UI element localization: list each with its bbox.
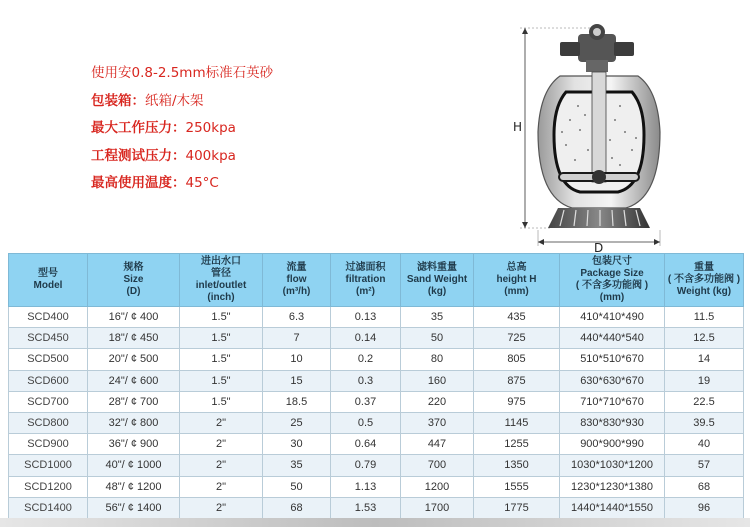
column-header — [88, 254, 180, 307]
table-cell: 6.3 — [263, 307, 331, 328]
header-line: (mm) — [599, 292, 625, 303]
spec-label: 工程测试压力： — [91, 147, 186, 164]
header-line: 规格 — [123, 262, 144, 273]
table-row — [9, 307, 744, 328]
table-body — [9, 307, 744, 519]
table-row — [9, 391, 744, 412]
table-header-row — [9, 254, 744, 307]
table-cell: 40"/ ¢ 1000 — [88, 455, 180, 476]
table-cell: 1555 — [474, 476, 560, 497]
column-header — [331, 254, 401, 307]
table-cell: 35 — [401, 307, 474, 328]
table-cell: 830*830*930 — [560, 412, 665, 433]
table-cell: 2" — [180, 412, 263, 433]
table-cell: 0.13 — [331, 307, 401, 328]
table-cell: 16"/ ¢ 400 — [88, 307, 180, 328]
spec-max-temp — [91, 170, 273, 198]
header-line: Size — [123, 274, 144, 285]
column-header — [180, 254, 263, 307]
table-row — [9, 434, 744, 455]
bottom-bar — [0, 518, 750, 527]
table-cell: 2" — [180, 455, 263, 476]
table-cell: 22.5 — [665, 391, 744, 412]
table-cell: 1.5" — [180, 328, 263, 349]
spec-max-pressure — [91, 115, 273, 143]
column-header — [263, 254, 331, 307]
table-cell: SCD900 — [9, 434, 88, 455]
table-cell: 1145 — [474, 412, 560, 433]
table-cell: 630*630*670 — [560, 370, 665, 391]
table-cell: 14 — [665, 349, 744, 370]
height-label: H — [513, 120, 523, 134]
table-cell: SCD500 — [9, 349, 88, 370]
spec-value: 45°C — [185, 175, 219, 191]
table-cell: 2" — [180, 476, 263, 497]
table-cell: 0.37 — [331, 391, 401, 412]
table-cell: SCD1200 — [9, 476, 88, 497]
table-cell: 11.5 — [665, 307, 744, 328]
table-cell: 1.5" — [180, 349, 263, 370]
header-line: 重量 — [694, 262, 714, 273]
header-line: height H — [496, 274, 537, 285]
header-line: (m²) — [356, 286, 375, 297]
table-cell: 68 — [665, 476, 744, 497]
table-cell: 1255 — [474, 434, 560, 455]
table-cell: 30 — [263, 434, 331, 455]
table-cell: 2" — [180, 497, 263, 518]
column-header — [401, 254, 474, 307]
table-cell: SCD400 — [9, 307, 88, 328]
column-header — [474, 254, 560, 307]
table-cell: 15 — [263, 370, 331, 391]
header-line: (m³/h) — [282, 286, 311, 297]
table-cell: 57 — [665, 455, 744, 476]
table-cell: 410*410*490 — [560, 307, 665, 328]
header-line: 型号 — [38, 268, 58, 279]
table-cell: SCD450 — [9, 328, 88, 349]
table-cell: 7 — [263, 328, 331, 349]
header-line: Weight (kg) — [676, 286, 732, 297]
table-cell: 35 — [263, 455, 331, 476]
table-cell: SCD1400 — [9, 497, 88, 518]
table-cell: 710*710*670 — [560, 391, 665, 412]
table-cell: 725 — [474, 328, 560, 349]
spec-test-pressure — [91, 143, 273, 171]
spec-packaging — [91, 88, 273, 116]
table-cell: 1.5" — [180, 307, 263, 328]
diameter-label: D — [594, 241, 604, 252]
spec-sand — [91, 60, 273, 88]
header-line: ( 不含多功能阀 ) — [575, 280, 649, 291]
table-cell: 1775 — [474, 497, 560, 518]
table-cell: 700 — [401, 455, 474, 476]
header-line: Sand Weight — [406, 274, 468, 285]
table-cell: 875 — [474, 370, 560, 391]
table-row — [9, 328, 744, 349]
header-line: (mm) — [504, 286, 529, 297]
table-cell: 0.64 — [331, 434, 401, 455]
table-cell: 68 — [263, 497, 331, 518]
table-cell: 18.5 — [263, 391, 331, 412]
table-cell: 0.2 — [331, 349, 401, 370]
column-header — [560, 254, 665, 307]
header-line: (inch) — [207, 292, 235, 303]
header-line: 进出水口 — [201, 256, 241, 267]
table-cell: 0.14 — [331, 328, 401, 349]
table-cell: SCD1000 — [9, 455, 88, 476]
table-cell: 1.5" — [180, 391, 263, 412]
table-row — [9, 412, 744, 433]
table-cell: 18"/ ¢ 450 — [88, 328, 180, 349]
table-cell: 440*440*540 — [560, 328, 665, 349]
table-cell: 435 — [474, 307, 560, 328]
header-line: inlet/outlet — [195, 280, 247, 291]
spec-table — [8, 253, 744, 519]
table-cell: 40 — [665, 434, 744, 455]
table-cell: 24"/ ¢ 600 — [88, 370, 180, 391]
spec-label: 包装箱： — [91, 92, 145, 109]
spec-value: 纸箱/木架 — [145, 92, 204, 109]
table-cell: 1200 — [401, 476, 474, 497]
table-row — [9, 497, 744, 518]
header-line: (D) — [126, 286, 141, 297]
table-cell: 96 — [665, 497, 744, 518]
header-line: 包装尺寸 — [592, 256, 632, 267]
table-cell: 1.13 — [331, 476, 401, 497]
table-cell: SCD700 — [9, 391, 88, 412]
spec-value: 250kpa — [185, 120, 236, 136]
table-cell: 19 — [665, 370, 744, 391]
table-cell: 2" — [180, 434, 263, 455]
header-line: 流量 — [286, 262, 307, 273]
table-cell: 805 — [474, 349, 560, 370]
spec-label: 最大工作压力： — [91, 120, 186, 136]
table-cell: 1030*1030*1200 — [560, 455, 665, 476]
header-line: ( 不含多功能阀 ) — [667, 274, 741, 285]
table-cell: 50 — [263, 476, 331, 497]
header-line: 滤料重量 — [417, 262, 457, 273]
header-line: 过滤面积 — [345, 262, 386, 273]
table-cell: 48"/ ¢ 1200 — [88, 476, 180, 497]
column-header — [665, 254, 744, 307]
table-cell: 32"/ ¢ 800 — [88, 412, 180, 433]
table-cell: 370 — [401, 412, 474, 433]
header-line: Model — [33, 280, 63, 291]
table-cell: SCD600 — [9, 370, 88, 391]
table-cell: 510*510*670 — [560, 349, 665, 370]
table-cell: 1350 — [474, 455, 560, 476]
header-line: flow — [286, 274, 307, 285]
header-line: 总高 — [506, 262, 527, 273]
table-cell: 10 — [263, 349, 331, 370]
table-cell: 36"/ ¢ 900 — [88, 434, 180, 455]
sand-filter-diagram — [500, 20, 700, 252]
spec-list — [91, 60, 273, 198]
spec-value: 使用安0.8-2.5mm标准石英砂 — [91, 65, 274, 81]
header-line: Package Size — [580, 268, 644, 279]
spec-value: 400kpa — [185, 147, 236, 164]
table-row — [9, 370, 744, 391]
table-cell: SCD800 — [9, 412, 88, 433]
table-cell: 20"/ ¢ 500 — [88, 349, 180, 370]
header-line: 管径 — [211, 268, 231, 279]
table-cell: 12.5 — [665, 328, 744, 349]
table-row — [9, 455, 744, 476]
table-cell: 1440*1440*1550 — [560, 497, 665, 518]
table-cell: 1230*1230*1380 — [560, 476, 665, 497]
table-cell: 28"/ ¢ 700 — [88, 391, 180, 412]
table-cell: 25 — [263, 412, 331, 433]
table-cell: 1700 — [401, 497, 474, 518]
table-cell: 39.5 — [665, 412, 744, 433]
table-cell: 1.5" — [180, 370, 263, 391]
spec-label: 最高使用温度： — [91, 175, 186, 191]
table-cell: 160 — [401, 370, 474, 391]
table-row — [9, 476, 744, 497]
column-header — [9, 254, 88, 307]
table-cell: 220 — [401, 391, 474, 412]
table-cell: 56"/ ¢ 1400 — [88, 497, 180, 518]
table-row — [9, 349, 744, 370]
header-line: (kg) — [427, 286, 447, 297]
table-cell: 0.79 — [331, 455, 401, 476]
table-cell: 447 — [401, 434, 474, 455]
header-line: filtration — [345, 274, 386, 285]
table-cell: 0.5 — [331, 412, 401, 433]
table-cell: 50 — [401, 328, 474, 349]
table-cell: 80 — [401, 349, 474, 370]
table-cell: 975 — [474, 391, 560, 412]
table-cell: 0.3 — [331, 370, 401, 391]
table-cell: 900*900*990 — [560, 434, 665, 455]
table-cell: 1.53 — [331, 497, 401, 518]
